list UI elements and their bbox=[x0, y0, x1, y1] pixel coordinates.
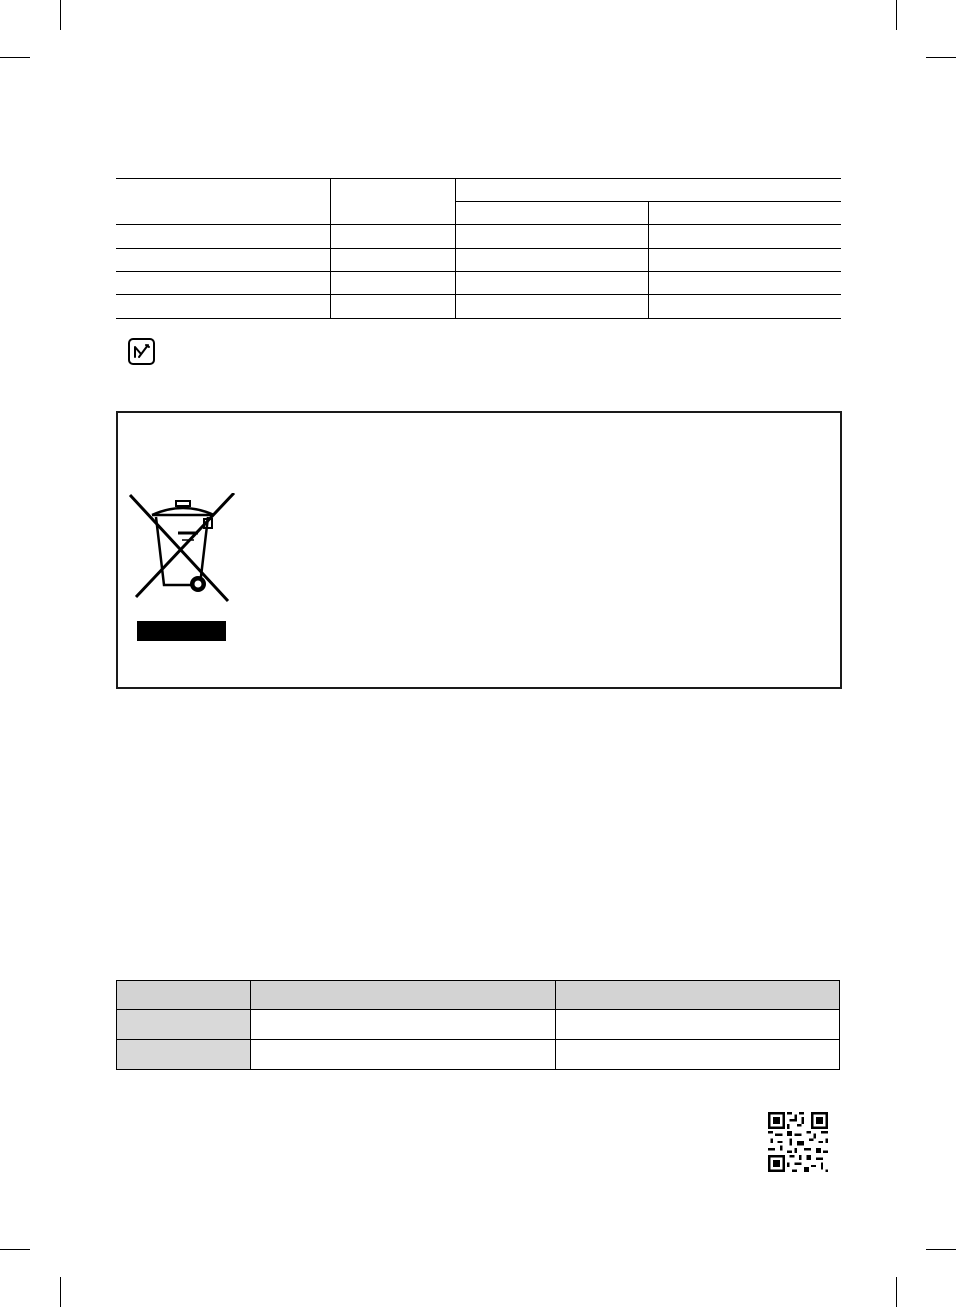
table-rule bbox=[116, 248, 841, 249]
weee-bar bbox=[137, 621, 226, 641]
contact-table bbox=[116, 980, 840, 1070]
table-rule bbox=[116, 271, 841, 272]
table-cell bbox=[117, 1040, 251, 1070]
crossed-out-wheelie-bin-icon bbox=[128, 493, 240, 605]
crop-mark bbox=[896, 1277, 897, 1307]
weee-notice-box bbox=[116, 411, 842, 689]
table-cell bbox=[556, 1010, 840, 1040]
table-rule bbox=[116, 318, 841, 319]
table-row bbox=[117, 1010, 840, 1040]
table-header-row bbox=[117, 981, 840, 1010]
crop-mark bbox=[926, 1249, 956, 1250]
table-rule bbox=[116, 224, 841, 225]
table-rule bbox=[648, 201, 649, 318]
table-cell bbox=[250, 1010, 556, 1040]
crop-mark bbox=[896, 0, 897, 30]
crop-mark bbox=[60, 0, 61, 30]
qr-code-icon bbox=[768, 1112, 828, 1172]
table-cell bbox=[556, 1040, 840, 1070]
note-icon bbox=[128, 338, 155, 365]
table-row bbox=[117, 1040, 840, 1070]
table-rule bbox=[455, 178, 456, 318]
table-header-cell bbox=[556, 981, 840, 1010]
table-header-cell bbox=[117, 981, 251, 1010]
crop-mark bbox=[0, 1249, 30, 1250]
spec-table bbox=[116, 178, 841, 319]
table-cell bbox=[117, 1010, 251, 1040]
crop-mark bbox=[926, 57, 956, 58]
table-header-cell bbox=[250, 981, 556, 1010]
crop-mark bbox=[60, 1277, 61, 1307]
table-rule bbox=[330, 178, 331, 318]
crop-mark bbox=[0, 57, 30, 58]
table-rule bbox=[116, 294, 841, 295]
table-cell bbox=[250, 1040, 556, 1070]
table-rule bbox=[116, 178, 841, 179]
